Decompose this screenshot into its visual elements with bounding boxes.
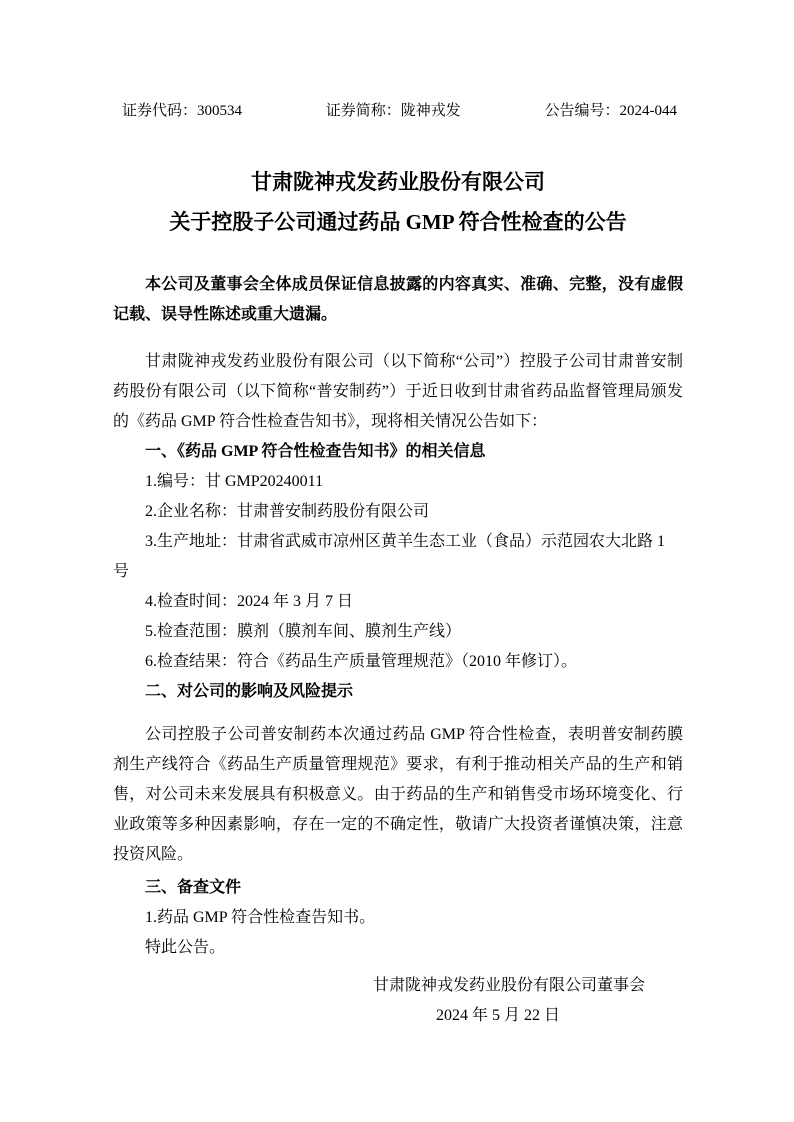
section-3-item-reference-document: 1.药品 GMP 符合性检查告知书。 [145, 909, 376, 926]
document-header-row [113, 0, 683, 122]
intro-paragraph: 甘肃陇神戎发药业股份有限公司（以下简称“公司”）控股子公司甘肃普安制药股份有限公司（以下简称“普安制药”）于近日收到甘肃省药品监督管理局颁发的《药品 GMP 符合性检查告知书》，现将相关情况公告如下： [113, 353, 683, 430]
signature-company-board: 甘肃陇神戎发药业股份有限公司董事会 [372, 977, 645, 994]
stock-short-name: 证券简称：陇神戎发 [325, 103, 461, 119]
announcement-number: 公告编号：2024-044 [544, 103, 677, 119]
section-1-item-number: 1.编号：甘 GMP20240011 [145, 473, 324, 490]
section-2-heading: 二、对公司的影响及风险提示 [145, 683, 354, 700]
section-2-paragraph: 公司控股子公司普安制药本次通过药品 GMP 符合性检查，表明普安制药膜剂生产线符合《药品生产质量管理规范》要求，有利于推动相关产品的生产和销售，对公司未来发展具有积极意义。由于药品的生产和销售受市场环境变化、行业政策等多种因素影响，存在一定的不确定性，敬请广大投资者谨慎决策，注意投资风险。 [113, 726, 683, 863]
section-1-heading: 一、《药品 GMP 符合性检查告知书》的相关信息 [145, 443, 486, 460]
closing-statement: 特此公告。 [145, 939, 226, 956]
board-disclaimer-paragraph: 本公司及董事会全体成员保证信息披露的内容真实、准确、完整，没有虚假记载、误导性陈述或重大遗漏。 [113, 276, 683, 323]
section-1-item-inspection-scope: 5.检查范围：膜剂（膜剂车间、膜剂生产线） [145, 623, 462, 640]
section-1-item-company: 2.企业名称：甘肃普安制药股份有限公司 [145, 503, 430, 520]
announcement-subject-title: 关于控股子公司通过药品 GMP 符合性检查的公告 [169, 210, 627, 234]
section-1-item-inspection-date: 4.检查时间：2024 年 3 月 7 日 [145, 593, 354, 610]
document-title [113, 162, 683, 242]
section-1-item-address: 3.生产地址：甘肃省武威市凉州区黄羊生态工业（食品）示范园农大北路 1 号 [113, 533, 666, 580]
section-1-item-inspection-result: 6.检查结果：符合《药品生产质量管理规范》（2010 年修订）。 [145, 653, 578, 670]
company-name-title: 甘肃陇神戎发药业股份有限公司 [251, 170, 545, 194]
section-3-heading: 三、备查文件 [145, 879, 242, 896]
stock-code: 证券代码：300534 [122, 103, 243, 119]
signature-date: 2024 年 5 月 22 日 [435, 1007, 560, 1024]
